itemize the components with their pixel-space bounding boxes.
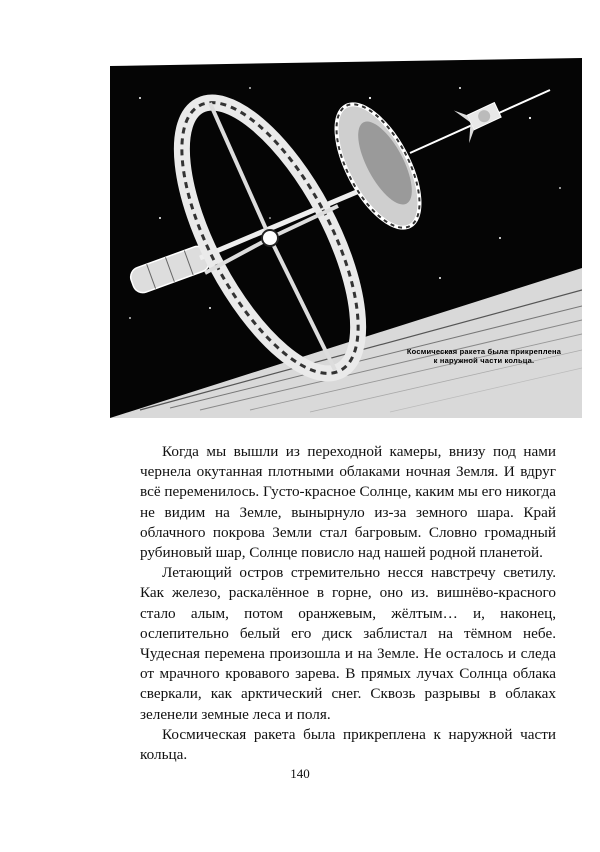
body-text	[140, 442, 556, 765]
paragraph: Космическая ракета была прикреплена к наружной части кольца.	[140, 725, 556, 764]
illustration-caption	[394, 347, 574, 365]
paragraph: Когда мы вышли из переходной камеры, внизу под нами чернела окутанная плотными облаками ночная Земля. И вдруг всё переменилось. Густо-красное Солнце, каким мы его никогда не видим на Земле, вынырнуло из-за земного шара. Край облачного покрова Земли стал багровым. Словно громадный рубиновый шар, Солнце повисло над нашей родной планетой.	[140, 443, 556, 562]
caption-line-2: к наружной части кольца.	[433, 356, 535, 365]
page-number: 140	[290, 766, 310, 781]
caption-line-1: Космическая ракета была прикреплена	[406, 347, 562, 356]
paragraph: Летающий остров стремительно несся навстречу светилу. Как железо, раскалённое в горне, оно из. вишнёво-красного стало алым, потом оранжевым, жёлтым… и, наконец, ослепительно белый его диск заблистал на тёмном небе. Чудесная перемена произошла и на Земле. Не осталось и следа от мрачного кровавого зарева. В прямых лучах Солнца облака сверкали, как арктический снег. Сквозь разрывы в облаках зеленели земные леса и поля.	[140, 564, 556, 723]
